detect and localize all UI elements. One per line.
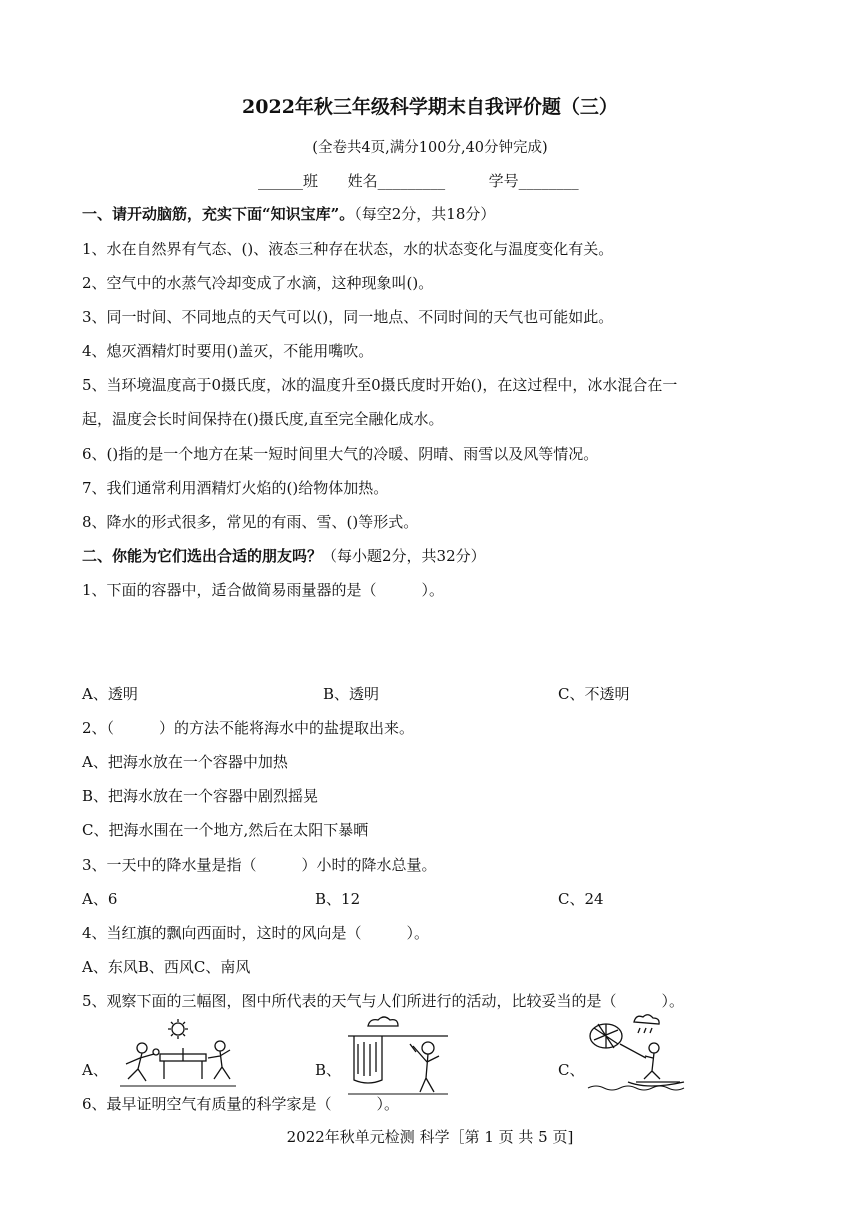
section1-item: 4、熄灭酒精灯时要用()盖灭，不能用嘴吹。 <box>82 342 374 360</box>
q1-option-b: B、透明 <box>323 685 380 703</box>
q5-option-a: A、 <box>82 1061 108 1079</box>
q4-options: A、东风B、西风C、南风 <box>82 958 251 976</box>
section1-title: 一、请开动脑筋，充实下面“知识宝库”。 <box>82 205 355 223</box>
section2-heading <box>82 545 486 567</box>
q3-option-b: B、12 <box>315 890 361 908</box>
q2-option-c: C、把海水围在一个地方,然后在太阳下暴晒 <box>82 821 369 839</box>
student-info <box>258 170 579 191</box>
drying-clothes-image <box>346 1014 450 1096</box>
section1-item: 3、同一时间、不同地点的天气可以()，同一地点、不同时间的天气也可能如此。 <box>82 308 614 326</box>
section1-item: 8、降水的形式很多，常见的有雨、雪、()等形式。 <box>82 513 419 531</box>
page-title: 2022年秋三年级科学期末自我评价题（三） <box>242 96 618 118</box>
section1-item: 起，温度会长时间保持在()摄氏度,直至完全融化成水。 <box>82 410 444 428</box>
section1-item: 5、当环境温度高于0摄氏度，冰的温度升至0摄氏度时开始()，在这过程中，冰水混合在一 <box>82 376 678 394</box>
q5-option-c: C、 <box>558 1061 585 1079</box>
q3-option-c: C、24 <box>558 890 604 908</box>
name-field: 姓名_________ <box>347 172 446 190</box>
q2-option-a: A、把海水放在一个容器中加热 <box>82 753 288 771</box>
section1-item: 1、水在自然界有气态、()、液态三种存在状态，水的状态变化与温度变化有关。 <box>82 240 614 258</box>
q2-option-b: B、把海水放在一个容器中剧烈摇晃 <box>82 787 319 805</box>
section1-item: 6、()指的是一个地方在某一短时间里大气的冷暖、阴晴、雨雪以及风等情况。 <box>82 445 599 463</box>
page-subtitle: (全卷共4页,满分100分,40分钟完成) <box>312 140 548 156</box>
q1-option-a: A、透明 <box>82 685 138 703</box>
sunny-table-tennis-image <box>116 1018 240 1090</box>
section1-heading <box>82 203 495 225</box>
page-footer: 2022年秋单元检测 科学［第 1 页 共 5 页] <box>286 1128 574 1146</box>
question-2: 2、（ ）的方法不能将海水中的盐提取出来。 <box>82 719 415 737</box>
class-field: ______班 <box>258 172 319 190</box>
question-5: 5、观察下面的三幅图，图中所代表的天气与人们所进行的活动，比较妥当的是（ ）。 <box>82 992 685 1010</box>
q3-option-a: A、6 <box>82 890 118 908</box>
section1-points: （每空2分，共18分） <box>354 205 496 223</box>
question-1: 1、下面的容器中，适合做简易雨量器的是（ ）。 <box>82 581 445 599</box>
section2-title: 二、你能为它们选出合适的朋友吗？ <box>82 547 323 565</box>
section1-item: 7、我们通常利用酒精灯火焰的()给物体加热。 <box>82 479 389 497</box>
question-3: 3、一天中的降水量是指（ ）小时的降水总量。 <box>82 856 437 874</box>
section2-points: （每小题2分，共32分） <box>322 547 486 565</box>
number-field: 学号________ <box>488 172 579 190</box>
question-6: 6、最早证明空气有质量的科学家是（ ）。 <box>82 1095 400 1113</box>
section1-item: 2、空气中的水蒸气冷却变成了水滴，这种现象叫()。 <box>82 274 434 292</box>
q1-option-c: C、不透明 <box>558 685 630 703</box>
fishing-in-rain-image <box>584 1010 688 1092</box>
question-4: 4、当红旗的飘向西面时，这时的风向是（ ）。 <box>82 924 430 942</box>
q5-option-b: B、 <box>315 1061 342 1079</box>
